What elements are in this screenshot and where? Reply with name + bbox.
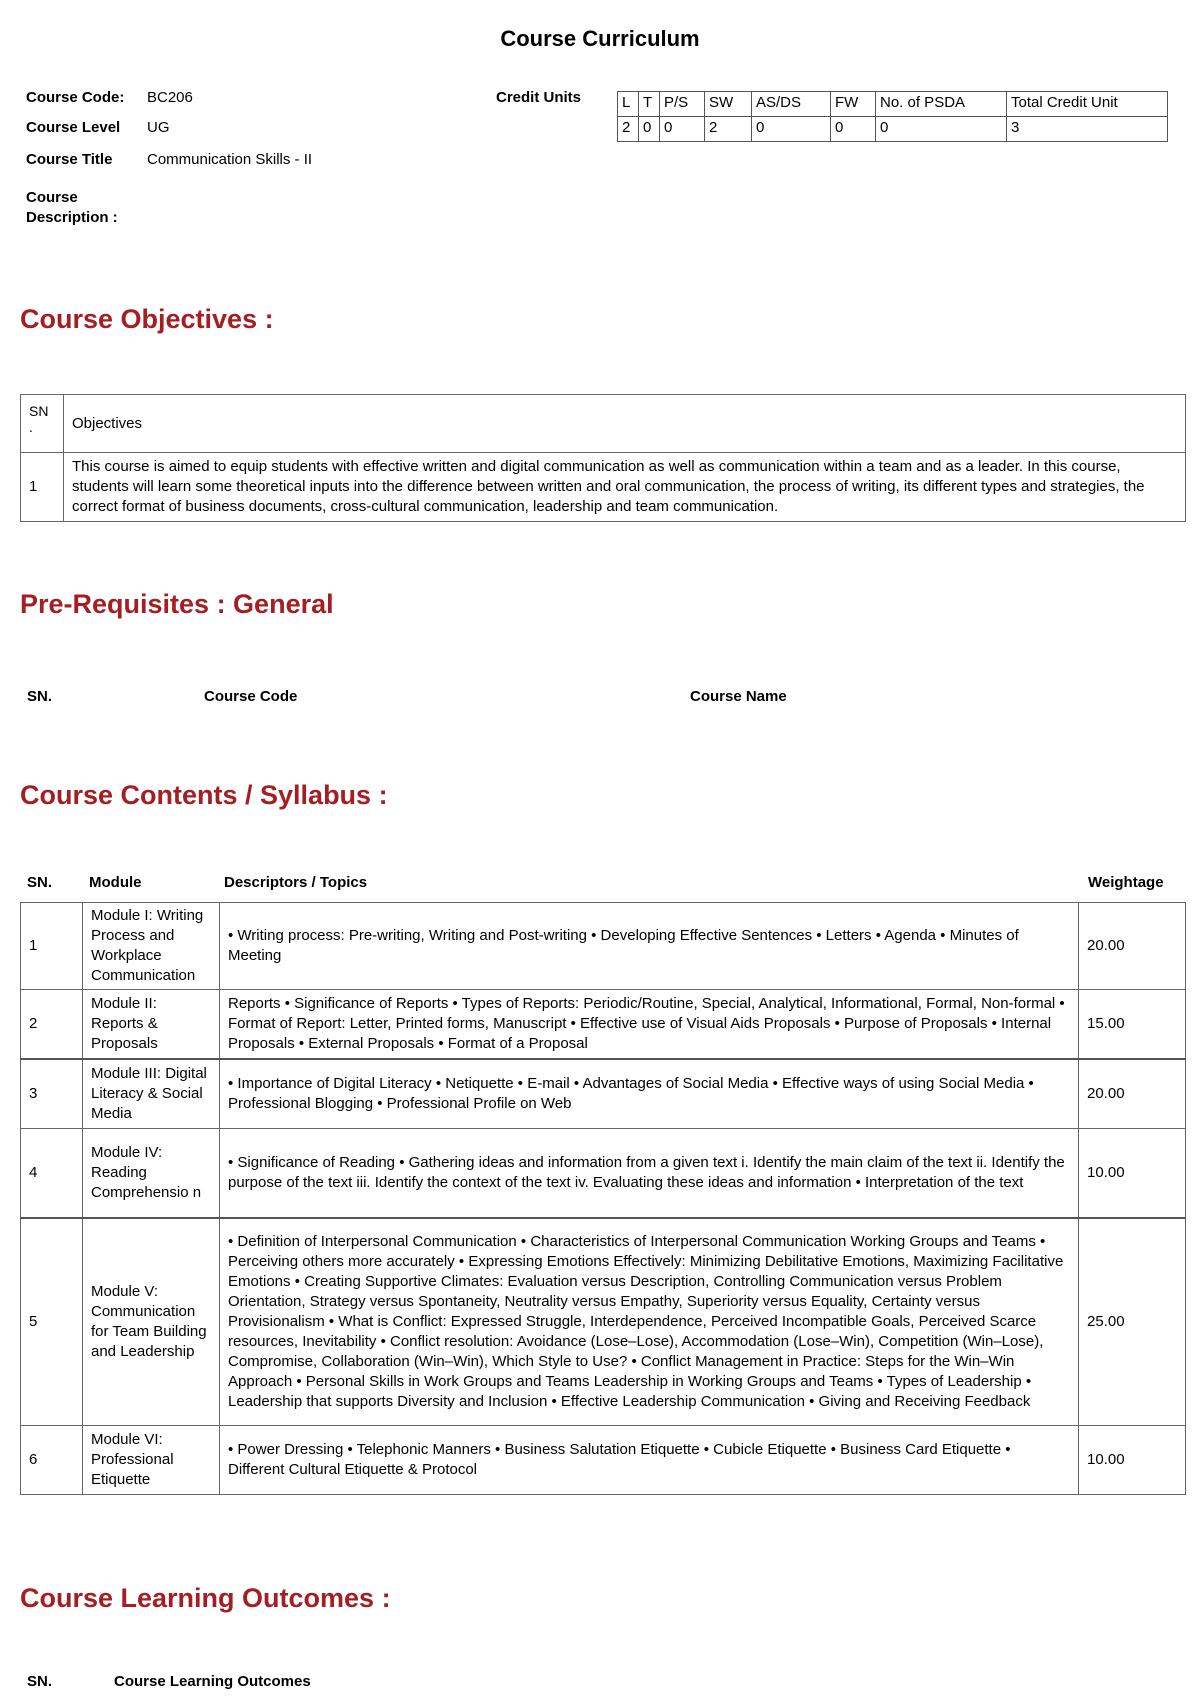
credit-value-cell: 0 [639,117,660,142]
credit-header-cell: AS/DS [752,92,831,117]
syllabus-row-topics: • Writing process: Pre-writing, Writing and Post-writing • Developing Effective Sentences • Letters • Agenda • Minutes of Meeting [220,903,1079,990]
syllabus-module-header: Module [89,874,142,891]
objectives-row [21,453,1186,522]
syllabus-row-module: Module II: Reports & Proposals [83,990,220,1060]
syllabus-row-topics: Reports • Significance of Reports • Types of Reports: Periodic/Routine, Special, Analytical, Informational, Formal, Non-formal • Format of Report: Letter, Printed forms, Manuscript • Effective use of Visual Aids Proposals • Purpose of Proposals • Internal Proposals • External Proposals • Format of a Proposal [220,990,1079,1060]
syllabus-row [21,990,1186,1060]
syllabus-row-weightage: 25.00 [1079,1218,1186,1426]
objectives-row-sn: 1 [21,453,64,522]
credit-value-cell: 2 [618,117,639,142]
syllabus-row [21,1218,1186,1426]
prerequisites-code-header: Course Code [204,688,298,705]
objectives-sn-header: SN . [21,395,64,453]
syllabus-row-sn: 1 [21,903,83,990]
credit-value-cell: 0 [831,117,876,142]
syllabus-row [21,903,1186,990]
syllabus-row-module: Module V: Communication for Team Building and Leadership [83,1218,220,1426]
syllabus-row-topics: • Definition of Interpersonal Communication • Characteristics of Interpersonal Communication Working Groups and Teams • Perceiving others more accurately • Expressing Emotions Effectively: Minimizing Debilitative Emotions, Maximizing Facilitative Emotions • Creating Supportive Climates: Evaluation versus Description, Controlling Communication versus Problem Orientation, Strategy versus Spontaneity, Neutrality versus Empathy, Superiority versus Equality, Certainty versus Provisionalism • What is Conflict: Expressed Struggle, Interdependence, Perceived Incompatible Goals, Perceived Scarce resources, Inevitability • Conflict resolution: Avoidance (Lose–Lose), Accommodation (Lose–Win), Competition (Win–Lose), Compromise, Collaboration (Win–Win), Which Style to Use? • Conflict Management in Practice: Steps for the Win–Win Approach • Personal Skills in Work Groups and Teams Leadership in Working Groups and Teams • Types of Leadership • Leadership that supports Diversity and Inclusion • Effective Leadership Communication • Giving and Receiving Feedback [220,1218,1079,1426]
course-code-label: Course Code: [26,89,125,106]
prerequisites-name-header: Course Name [690,688,787,705]
course-description-label-line2: Description : [26,209,118,226]
learning-outcomes-sn-header: SN. [27,1673,53,1690]
credit-units-table [617,91,1168,142]
credit-header-cell: SW [705,92,752,117]
learning-outcomes-heading: Course Learning Outcomes : [20,1583,391,1613]
credit-header-cell: P/S [660,92,705,117]
syllabus-weightage-header: Weightage [1088,874,1164,891]
syllabus-row-module: Module III: Digital Literacy & Social Media [83,1059,220,1129]
course-level-label: Course Level [26,119,121,136]
syllabus-row-sn: 6 [21,1426,83,1495]
objectives-header-row [21,395,1186,453]
objectives-row-text: This course is aimed to equip students with effective written and digital communication as well as communication within a team and as a leader. In this course, students will learn some theoretical inputs into the difference between written and oral communication, the process of writing, its different types and strategies, the correct format of business documents, cross-cultural communication, leadership and team communication. [64,453,1186,522]
course-code-value: BC206 [147,89,193,106]
course-level-value: UG [147,119,170,136]
credit-value-cell: 0 [660,117,705,142]
prerequisites-sn-header: SN. [27,688,53,705]
credit-header-cell: FW [831,92,876,117]
syllabus-row [21,1129,1186,1219]
course-description-label-line1: Course [26,189,78,206]
course-title-value: Communication Skills - II [147,151,313,168]
syllabus-row-module: Module VI: Professional Etiquette [83,1426,220,1495]
credit-value-cell: 2 [705,117,752,142]
credit-header-cell: L [618,92,639,117]
syllabus-row-sn: 4 [21,1129,83,1219]
syllabus-row-topics: • Importance of Digital Literacy • Netiquette • E-mail • Advantages of Social Media • Effective ways of using Social Media • Professional Blogging • Professional Profile on Web [220,1059,1079,1129]
syllabus-row-weightage: 10.00 [1079,1426,1186,1495]
credit-value-cell: 0 [752,117,831,142]
prerequisites-heading: Pre-Requisites : General [20,589,334,619]
page-title: Course Curriculum [500,26,700,51]
syllabus-row-weightage: 20.00 [1079,1059,1186,1129]
syllabus-row-topics: • Power Dressing • Telephonic Manners • Business Salutation Etiquette • Cubicle Etiquette • Business Card Etiquette • Different Cultural Etiquette & Protocol [220,1426,1079,1495]
course-title-label: Course Title [26,151,113,168]
syllabus-row-module: Module IV: Reading Comprehensio n [83,1129,220,1219]
credit-header-cell: Total Credit Unit [1007,92,1168,117]
syllabus-row-topics: • Significance of Reading • Gathering ideas and information from a given text i. Identify the main claim of the text ii. Identify the purpose of the text iii. Identify the context of the text iv. Evaluating these ideas and information • Interpretation of the text [220,1129,1079,1219]
syllabus-row-weightage: 20.00 [1079,903,1186,990]
credit-units-header-row [618,92,1168,117]
syllabus-sn-header: SN. [27,874,53,891]
objectives-table [20,394,1186,522]
credit-header-cell: T [639,92,660,117]
objectives-heading: Course Objectives : [20,304,274,334]
syllabus-row [21,1059,1186,1129]
credit-header-cell: No. of PSDA [876,92,1007,117]
syllabus-row-module: Module I: Writing Process and Workplace Communication [83,903,220,990]
credit-units-label: Credit Units [496,89,582,106]
syllabus-row [21,1426,1186,1495]
syllabus-topics-header: Descriptors / Topics [224,874,368,891]
syllabus-row-sn: 2 [21,990,83,1060]
credit-value-cell: 3 [1007,117,1168,142]
credit-value-cell: 0 [876,117,1007,142]
syllabus-table [20,902,1186,1495]
syllabus-heading: Course Contents / Syllabus : [20,780,388,810]
learning-outcomes-col-header: Course Learning Outcomes [114,1673,311,1690]
syllabus-row-sn: 3 [21,1059,83,1129]
syllabus-row-weightage: 10.00 [1079,1129,1186,1219]
syllabus-row-sn: 5 [21,1218,83,1426]
credit-units-value-row [618,117,1168,142]
objectives-col-header: Objectives [64,395,1186,453]
syllabus-row-weightage: 15.00 [1079,990,1186,1060]
